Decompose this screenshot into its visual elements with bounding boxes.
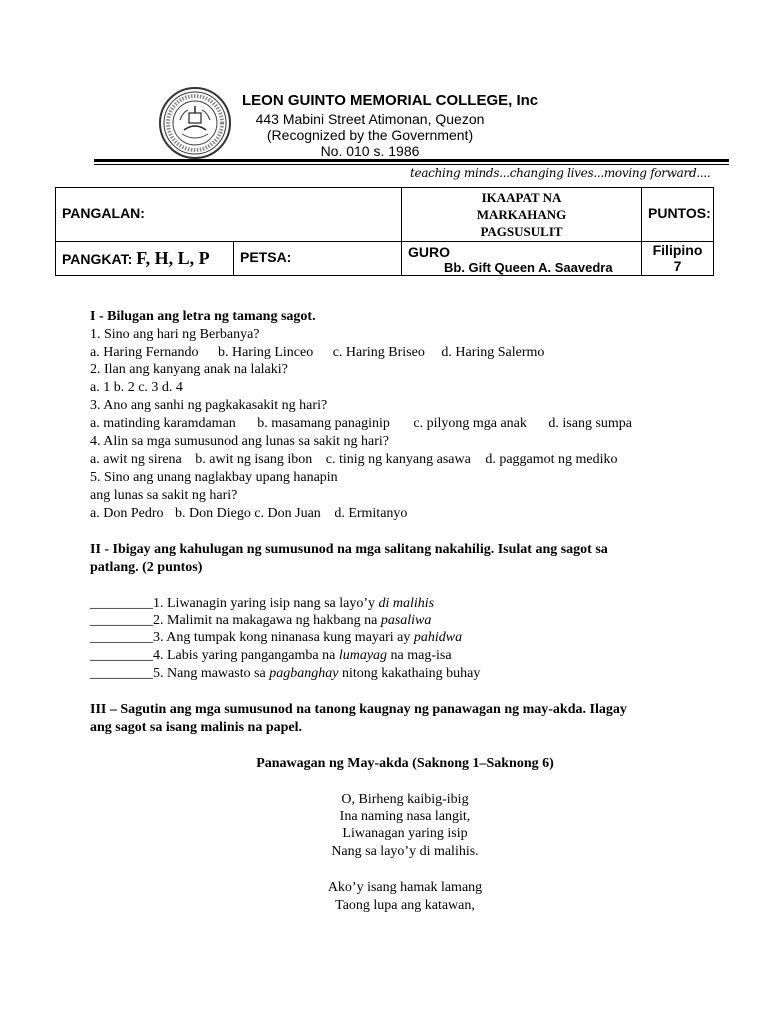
poem-line: Liwanagan yaring isip bbox=[342, 826, 468, 841]
part2-title-line-2: patlang. (2 puntos) bbox=[90, 560, 203, 575]
question-1-choices bbox=[90, 345, 544, 361]
choice[interactable]: a. matinding karamdaman bbox=[90, 416, 236, 431]
poem-title: Panawagan ng May-akda (Saknong 1–Saknong 6) bbox=[256, 756, 554, 771]
school-name: LEON GUINTO MEMORIAL COLLEGE, Inc bbox=[242, 92, 539, 109]
header-divider bbox=[94, 159, 729, 162]
petsa-cell[interactable] bbox=[234, 241, 402, 275]
question-5-cont: ang lunas sa sakit ng hari? bbox=[90, 488, 238, 503]
vocab-item[interactable]: _________2. Malimit na makagawa ng hakbang na pasaliwa bbox=[90, 613, 432, 628]
school-address: 443 Mabini Street Atimonan, Quezon bbox=[255, 111, 485, 127]
college-seal-logo bbox=[158, 86, 232, 160]
vocab-item[interactable]: _________3. Ang tumpak kong ninanasa kung mayari ay pahidwa bbox=[90, 630, 463, 645]
recognition-text: (Recognized by the Government) bbox=[266, 127, 474, 143]
pangalan-cell[interactable] bbox=[56, 188, 402, 242]
pangkat-label: PANGKAT: bbox=[62, 250, 133, 267]
poem-line: Ako’y isang hamak lamang bbox=[327, 880, 483, 895]
poem-line: O, Birheng kaibig-ibig bbox=[341, 792, 469, 807]
guro-label: GURO bbox=[408, 243, 450, 260]
choice[interactable]: d. Ermitanyo bbox=[334, 506, 408, 521]
exam-title-line-1: IKAAPAT NA bbox=[481, 189, 562, 205]
choice[interactable]: d. paggamot ng mediko bbox=[485, 452, 618, 467]
question-4-choices bbox=[90, 452, 618, 468]
choice[interactable]: c. tinig ng kanyang asawa bbox=[325, 452, 471, 467]
question-3: 3. Ano ang sanhi ng pagkakasakit ng hari? bbox=[90, 398, 328, 413]
choice[interactable]: c. Haring Briseo bbox=[332, 345, 425, 360]
header-divider-thin bbox=[94, 164, 729, 165]
school-motto: teaching minds...changing lives...moving forward.... bbox=[410, 166, 711, 180]
vocab-item[interactable]: _________5. Nang mawasto sa pagbanghay nitong kakathaing buhay bbox=[90, 666, 481, 681]
part3-title-line-2: ang sagot sa isang malinis na papel. bbox=[90, 720, 302, 735]
vocab-item[interactable]: _________4. Labis yaring pangangamba na lumayag na mag-isa bbox=[90, 648, 452, 663]
exam-title-cell bbox=[402, 188, 642, 242]
grade-level: 7 bbox=[673, 258, 682, 275]
registration-number: No. 010 s. 1986 bbox=[320, 143, 420, 159]
part3-title-line-1: III – Sagutin ang mga sumusunod na tanong kaugnay ng panawagan ng may-akda. Ilagay bbox=[90, 702, 627, 717]
student-info-table bbox=[55, 187, 714, 276]
question-5-choices bbox=[90, 506, 407, 522]
choice[interactable]: a. Haring Fernando bbox=[90, 345, 199, 360]
question-2: 2. Ilan ang kanyang anak na lalaki? bbox=[90, 362, 288, 377]
part2-title-line-1: II - Ibigay ang kahulugan ng sumusunod na mga salitang nakahilig. Isulat ang sagot sa bbox=[90, 542, 608, 557]
choice[interactable]: a. awit ng sirena bbox=[90, 452, 182, 467]
question-3-choices bbox=[90, 416, 632, 432]
choice[interactable]: d. Haring Salermo bbox=[441, 345, 545, 360]
pangkat-cell bbox=[56, 241, 234, 275]
petsa-label: PETSA: bbox=[240, 249, 292, 266]
poem-line: Nang sa layo’y di malihis. bbox=[331, 844, 479, 859]
puntos-label: PUNTOS: bbox=[648, 205, 711, 222]
guro-cell bbox=[402, 241, 642, 275]
choice[interactable]: d. isang sumpa bbox=[548, 416, 633, 431]
poem-line: Taong lupa ang katawan, bbox=[335, 898, 475, 913]
poem-line: Ina naming nasa langit, bbox=[339, 809, 471, 824]
question-1: 1. Sino ang hari ng Berbanya? bbox=[90, 327, 260, 342]
question-5: 5. Sino ang unang naglakbay upang hanapin bbox=[90, 470, 338, 485]
choice[interactable]: b. Haring Linceo bbox=[217, 345, 314, 360]
question-4: 4. Alin sa mga sumusunod ang lunas sa sakit ng hari? bbox=[90, 434, 390, 449]
question-2-choices[interactable]: a. 1 b. 2 c. 3 d. 4 bbox=[90, 380, 183, 395]
choice[interactable]: b. awit ng isang ibon bbox=[195, 452, 313, 467]
part1-title: I - Bilugan ang letra ng tamang sagot. bbox=[90, 309, 316, 324]
choice[interactable]: a. Don Pedro bbox=[90, 506, 164, 521]
vocab-item[interactable]: _________1. Liwanagin yaring isip nang sa layo’y di malihis bbox=[90, 596, 435, 611]
guro-name: Bb. Gift Queen A. Saavedra bbox=[444, 259, 613, 275]
choice[interactable]: b. masamang panaginip bbox=[257, 416, 390, 431]
subject-cell bbox=[642, 241, 714, 275]
puntos-cell[interactable] bbox=[642, 188, 714, 242]
pangkat-value: F, H, L, P bbox=[136, 247, 210, 268]
exam-title-line-3: PAGSUSULIT bbox=[480, 223, 563, 239]
choice[interactable]: c. pilyong mga anak bbox=[413, 416, 527, 431]
choice[interactable]: b. Don Diego c. Don Juan bbox=[175, 506, 321, 521]
subject-name: Filipino bbox=[652, 242, 703, 259]
pangalan-label: PANGALAN: bbox=[62, 205, 145, 222]
exam-title-line-2: MARKAHANG bbox=[476, 206, 567, 222]
